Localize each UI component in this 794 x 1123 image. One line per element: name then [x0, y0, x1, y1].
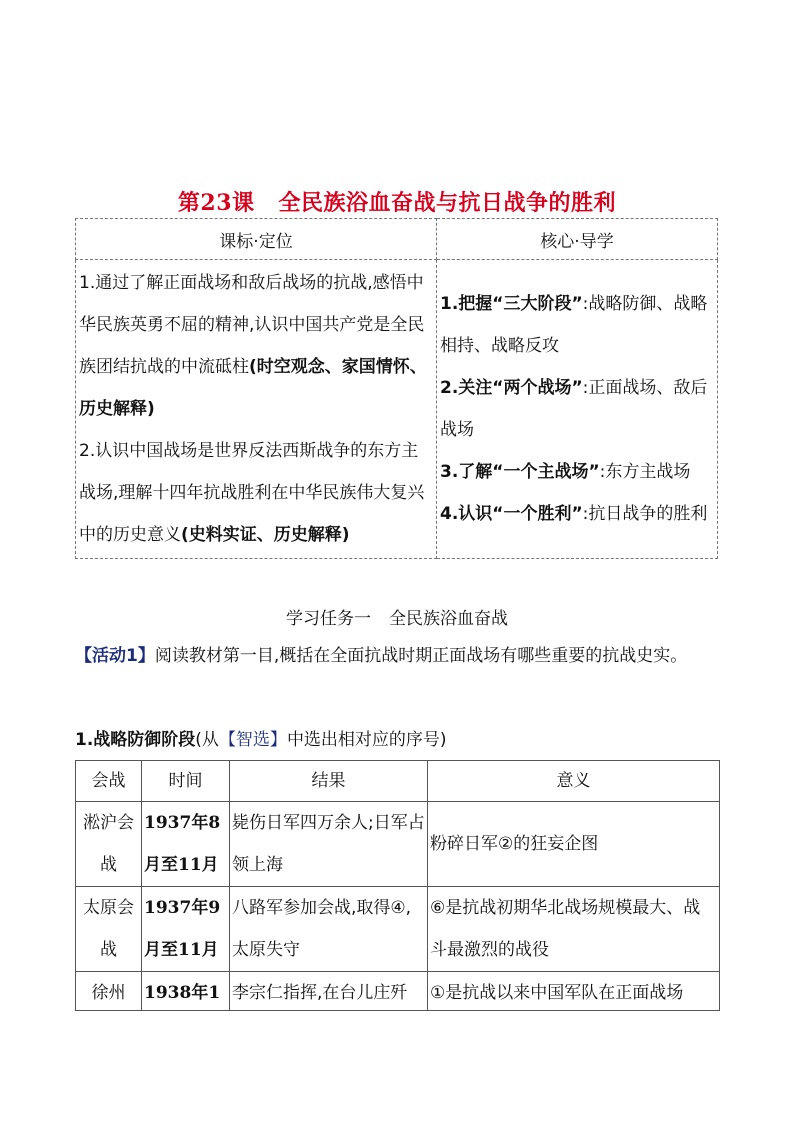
- smart-select-tag: 【智选】: [218, 730, 287, 750]
- activity-tag: 【活动1】: [75, 646, 155, 666]
- battle-time: 1938年1: [144, 983, 221, 1003]
- battle-time: 1937年8月至11月: [142, 802, 230, 887]
- guide-header-standards: 课标·定位: [76, 219, 437, 260]
- battle-name: 淞沪会战: [76, 802, 142, 887]
- lesson-topic: 全民族浴血奋战与抗日战争的胜利: [278, 191, 617, 216]
- column-header: 结果: [230, 761, 428, 802]
- core-item: 4.认识“一个胜利”:抗日战争的胜利: [440, 504, 708, 524]
- battle-result: 李宗仁指挥,在台儿庄歼: [232, 983, 408, 1003]
- battle-name: 太原会战: [76, 887, 142, 972]
- column-header: 意义: [428, 761, 720, 802]
- guide-table: [75, 218, 718, 559]
- core-item: 3.了解“一个主战场”:东方主战场: [440, 462, 691, 482]
- lesson-title: [0, 186, 794, 217]
- core-item: 1.把握“三大阶段”:战略防御、战略相持、战略反攻: [440, 294, 708, 356]
- table-row: [76, 802, 720, 887]
- table-header-row: [76, 761, 720, 802]
- battle-meaning: ①是抗战以来中国军队在正面战场: [430, 983, 684, 1003]
- column-header: 时间: [142, 761, 230, 802]
- task-heading: 学习任务一 全民族浴血奋战: [286, 609, 508, 629]
- column-header: 会战: [76, 761, 142, 802]
- activity-text: 阅读教材第一目,概括在全面抗战时期正面战场有哪些重要的抗战史实。: [154, 646, 688, 666]
- standard-item: 2.认识中国战场是世界反法西斯战争的东方主战场,理解十四年抗战胜利在中华民族伟大复兴中的历史意义(史料实证、历史解释): [79, 441, 425, 545]
- battle-meaning: ⑥是抗战初期华北战场规模最大、战斗最激烈的战役: [428, 887, 720, 972]
- core-item: 2.关注“两个战场”:正面战场、敌后战场: [440, 378, 708, 440]
- section-heading: 1.战略防御阶段(从【智选】中选出相对应的序号): [75, 730, 447, 750]
- battle-name: 徐州: [91, 983, 126, 1003]
- battle-meaning: 粉碎日军②的狂妄企图: [428, 802, 720, 887]
- standard-item: 1.通过了解正面战场和敌后战场的抗战,感悟中华民族英勇不屈的精神,认识中国共产党是全民族团结抗战的中流砥柱(时空观念、家国情怀、历史解释): [79, 273, 427, 419]
- activity-paragraph: [75, 636, 720, 676]
- standards-cell: [76, 260, 437, 559]
- core-cell: [437, 260, 718, 559]
- battle-result: 毙伤日军四万余人;日军占领上海: [230, 802, 428, 887]
- lesson-number: 第23课: [177, 190, 255, 216]
- battle-table: [75, 760, 720, 1011]
- table-row: [76, 887, 720, 972]
- guide-header-core: 核心·导学: [437, 219, 718, 260]
- battle-result: 八路军参加会战,取得④,太原失守: [230, 887, 428, 972]
- table-row: [76, 972, 720, 1011]
- battle-time: 1937年9月至11月: [142, 887, 230, 972]
